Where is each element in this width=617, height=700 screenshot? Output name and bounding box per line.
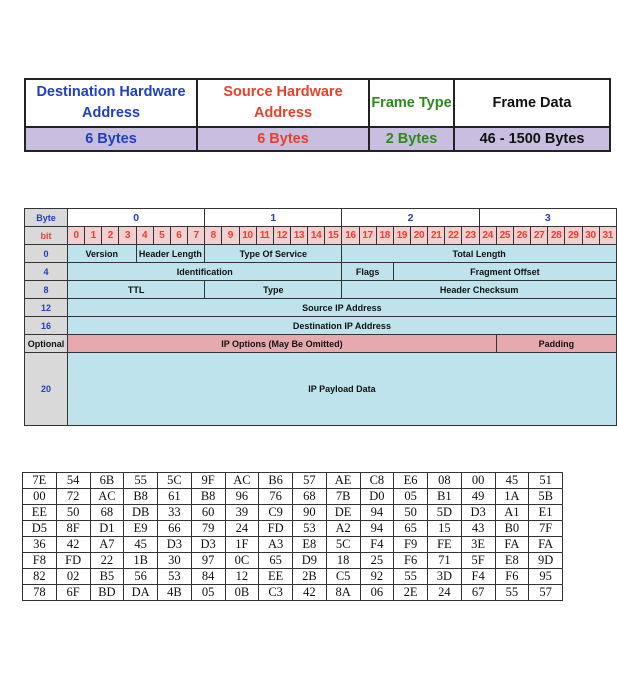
hex-byte: 82 (23, 569, 57, 585)
bit-number: 6 (170, 227, 187, 245)
hex-byte: E9 (124, 521, 158, 537)
field-padding: Padding (496, 335, 616, 353)
bit-number: 0 (68, 227, 85, 245)
hex-byte: 5C (326, 537, 360, 553)
hex-byte: AC (225, 473, 259, 489)
hex-byte: 00 (461, 473, 495, 489)
frame-header-src-hw: Source Hardware Address (197, 79, 369, 127)
hex-byte: 55 (495, 585, 529, 601)
hex-byte: 61 (158, 489, 192, 505)
hex-byte: E6 (394, 473, 428, 489)
hex-byte: F4 (360, 537, 394, 553)
field-ip-options: IP Options (May Be Omitted) (68, 335, 497, 353)
hex-byte: B6 (259, 473, 293, 489)
hex-byte: C3 (259, 585, 293, 601)
hex-byte: 53 (293, 521, 327, 537)
hex-byte: D3 (461, 505, 495, 521)
hex-byte: 25 (360, 553, 394, 569)
hex-byte: 08 (428, 473, 462, 489)
hex-byte: 94 (360, 505, 394, 521)
hex-byte: 45 (124, 537, 158, 553)
bit-number: 1 (85, 227, 102, 245)
hex-byte: 02 (56, 569, 90, 585)
hex-byte: F6 (394, 553, 428, 569)
hex-byte: 68 (293, 489, 327, 505)
field-flags: Flags (342, 263, 393, 281)
hex-row (23, 473, 563, 489)
hex-byte: 54 (56, 473, 90, 489)
hex-byte: 57 (529, 585, 563, 601)
bit-number: 18 (376, 227, 393, 245)
hex-byte: BD (90, 585, 124, 601)
hex-byte: DE (326, 505, 360, 521)
hex-row (23, 585, 563, 601)
hex-byte: F9 (394, 537, 428, 553)
hex-byte: 51 (529, 473, 563, 489)
hex-byte: 2B (293, 569, 327, 585)
hex-byte: F8 (23, 553, 57, 569)
field-source-ip: Source IP Address (68, 299, 617, 317)
bit-number: 15 (325, 227, 342, 245)
hex-byte: 1A (495, 489, 529, 505)
bit-number: 3 (119, 227, 136, 245)
frame-size-type: 2 Bytes (369, 127, 454, 151)
hex-byte: A7 (90, 537, 124, 553)
hex-byte: 7B (326, 489, 360, 505)
offset-12: 12 (25, 299, 68, 317)
hex-byte: A2 (326, 521, 360, 537)
hex-byte: DA (124, 585, 158, 601)
hex-byte: 55 (124, 473, 158, 489)
bit-number: 25 (496, 227, 513, 245)
offset-0: 0 (25, 245, 68, 263)
hex-byte: DB (124, 505, 158, 521)
bit-number: 22 (445, 227, 462, 245)
hex-byte: 05 (191, 585, 225, 601)
hex-byte: 43 (461, 521, 495, 537)
hex-byte: 7F (529, 521, 563, 537)
hex-byte: 65 (259, 553, 293, 569)
hex-byte: 6F (56, 585, 90, 601)
hex-byte: 42 (56, 537, 90, 553)
hex-byte: 4B (158, 585, 192, 601)
frame-header-type: Frame Type (369, 79, 454, 127)
hex-byte: 90 (293, 505, 327, 521)
bit-number: 24 (479, 227, 496, 245)
field-total-length: Total Length (342, 245, 616, 263)
byte-number-3: 3 (479, 209, 616, 227)
hex-byte: 8A (326, 585, 360, 601)
hex-byte: 5B (529, 489, 563, 505)
hex-byte: F6 (495, 569, 529, 585)
hex-row (23, 537, 563, 553)
hex-byte: 50 (394, 505, 428, 521)
hex-byte: 18 (326, 553, 360, 569)
hex-byte: 50 (56, 505, 90, 521)
field-identification: Identification (68, 263, 342, 281)
bit-number: 16 (342, 227, 359, 245)
hex-byte: 71 (428, 553, 462, 569)
hex-byte: 36 (23, 537, 57, 553)
bit-number: 17 (359, 227, 376, 245)
field-ip-payload: IP Payload Data (68, 353, 617, 426)
hex-byte: 2E (394, 585, 428, 601)
hex-byte: 00 (23, 489, 57, 505)
hex-byte: A3 (259, 537, 293, 553)
hex-byte: A1 (495, 505, 529, 521)
frame-size-data: 46 - 1500 Bytes (454, 127, 610, 151)
hex-byte: E8 (293, 537, 327, 553)
hex-byte: E8 (495, 553, 529, 569)
bit-number: 7 (187, 227, 204, 245)
frame-header-data: Frame Data (454, 79, 610, 127)
bit-number: 14 (308, 227, 325, 245)
hex-row (23, 521, 563, 537)
bit-number: 2 (102, 227, 119, 245)
byte-label: Byte (25, 209, 68, 227)
hex-byte: FE (428, 537, 462, 553)
hex-byte: 76 (259, 489, 293, 505)
offset-8: 8 (25, 281, 68, 299)
hex-byte: AE (326, 473, 360, 489)
hex-byte: FA (529, 537, 563, 553)
hex-byte: 92 (360, 569, 394, 585)
hex-byte: 0B (225, 585, 259, 601)
bit-number: 19 (393, 227, 410, 245)
hex-byte: D1 (90, 521, 124, 537)
hex-byte: 68 (90, 505, 124, 521)
hex-byte: 57 (293, 473, 327, 489)
hex-byte: EE (23, 505, 57, 521)
frame-size-dest-hw: 6 Bytes (25, 127, 197, 151)
hex-byte: B0 (495, 521, 529, 537)
hex-byte: F4 (461, 569, 495, 585)
hex-byte: 39 (225, 505, 259, 521)
hex-row (23, 505, 563, 521)
bit-number: 28 (548, 227, 565, 245)
bit-number: 26 (513, 227, 530, 245)
field-header-length: Header Length (136, 245, 205, 263)
hex-byte: 56 (124, 569, 158, 585)
hex-byte: 33 (158, 505, 192, 521)
bit-label: bit (25, 227, 68, 245)
hex-byte: 79 (191, 521, 225, 537)
bit-number: 10 (239, 227, 256, 245)
hex-byte: 5C (158, 473, 192, 489)
bit-number: 31 (599, 227, 616, 245)
field-version: Version (68, 245, 137, 263)
hex-byte: FA (495, 537, 529, 553)
hex-byte: 05 (394, 489, 428, 505)
hex-byte: 94 (360, 521, 394, 537)
hex-byte: 3E (461, 537, 495, 553)
hex-byte: D0 (360, 489, 394, 505)
hex-byte: FD (56, 553, 90, 569)
byte-number-2: 2 (342, 209, 479, 227)
hex-byte: 95 (529, 569, 563, 585)
bit-number: 23 (462, 227, 479, 245)
bit-number: 21 (428, 227, 445, 245)
hex-byte: EE (259, 569, 293, 585)
hex-byte: 97 (191, 553, 225, 569)
hex-byte: FD (259, 521, 293, 537)
hex-byte: B5 (90, 569, 124, 585)
hex-byte: 30 (158, 553, 192, 569)
hex-byte: 9D (529, 553, 563, 569)
hex-byte: 12 (225, 569, 259, 585)
hex-byte: 24 (428, 585, 462, 601)
bit-number: 30 (582, 227, 599, 245)
hex-byte: 7E (23, 473, 57, 489)
hex-byte: 49 (461, 489, 495, 505)
field-ttl: TTL (68, 281, 205, 299)
hex-byte: B1 (428, 489, 462, 505)
hex-byte: D9 (293, 553, 327, 569)
hex-byte: B8 (124, 489, 158, 505)
hex-byte: 5F (461, 553, 495, 569)
field-header-checksum: Header Checksum (342, 281, 616, 299)
hex-byte: 65 (394, 521, 428, 537)
hex-byte: D3 (191, 537, 225, 553)
ip-header-table (24, 208, 617, 426)
hex-byte: 1B (124, 553, 158, 569)
hex-byte: C5 (326, 569, 360, 585)
hex-byte: 1F (225, 537, 259, 553)
hex-byte: 5D (428, 505, 462, 521)
hex-byte: 60 (191, 505, 225, 521)
hex-byte: C8 (360, 473, 394, 489)
hex-byte: B8 (191, 489, 225, 505)
hex-byte: AC (90, 489, 124, 505)
bit-number: 20 (411, 227, 428, 245)
hex-byte: 72 (56, 489, 90, 505)
hex-byte: D5 (23, 521, 57, 537)
bit-number: 11 (256, 227, 273, 245)
bit-number: 4 (136, 227, 153, 245)
hex-byte: 42 (293, 585, 327, 601)
hex-row (23, 489, 563, 505)
bit-number: 12 (273, 227, 290, 245)
hex-byte: 0C (225, 553, 259, 569)
hex-byte: 22 (90, 553, 124, 569)
hex-byte: 66 (158, 521, 192, 537)
hex-byte: 78 (23, 585, 57, 601)
field-type: Type (205, 281, 342, 299)
hex-byte: 06 (360, 585, 394, 601)
byte-number-1: 1 (205, 209, 342, 227)
ethernet-frame-table (24, 78, 611, 152)
offset-4: 4 (25, 263, 68, 281)
hex-byte: E1 (529, 505, 563, 521)
hex-byte: 6B (90, 473, 124, 489)
hex-row (23, 553, 563, 569)
field-destination-ip: Destination IP Address (68, 317, 617, 335)
bit-number: 29 (565, 227, 582, 245)
offset-optional: Optional (25, 335, 68, 353)
hex-byte: 8F (56, 521, 90, 537)
hex-byte: 96 (225, 489, 259, 505)
hex-byte: 67 (461, 585, 495, 601)
bit-number: 8 (205, 227, 222, 245)
hex-byte: 53 (158, 569, 192, 585)
hex-byte: 15 (428, 521, 462, 537)
field-fragment-offset: Fragment Offset (393, 263, 616, 281)
hex-byte: 84 (191, 569, 225, 585)
offset-16: 16 (25, 317, 68, 335)
hex-byte: 24 (225, 521, 259, 537)
bit-number: 13 (290, 227, 307, 245)
hex-dump-table (22, 472, 563, 601)
frame-size-src-hw: 6 Bytes (197, 127, 369, 151)
bit-number: 5 (153, 227, 170, 245)
offset-20: 20 (25, 353, 68, 426)
hex-byte: 45 (495, 473, 529, 489)
frame-header-dest-hw: Destination Hardware Address (25, 79, 197, 127)
hex-byte: 55 (394, 569, 428, 585)
hex-byte: D3 (158, 537, 192, 553)
hex-byte: 3D (428, 569, 462, 585)
hex-byte: 9F (191, 473, 225, 489)
hex-byte: C9 (259, 505, 293, 521)
field-type-of-service: Type Of Service (205, 245, 342, 263)
bit-number: 27 (531, 227, 548, 245)
hex-row (23, 569, 563, 585)
byte-number-0: 0 (68, 209, 205, 227)
bit-number: 9 (222, 227, 239, 245)
